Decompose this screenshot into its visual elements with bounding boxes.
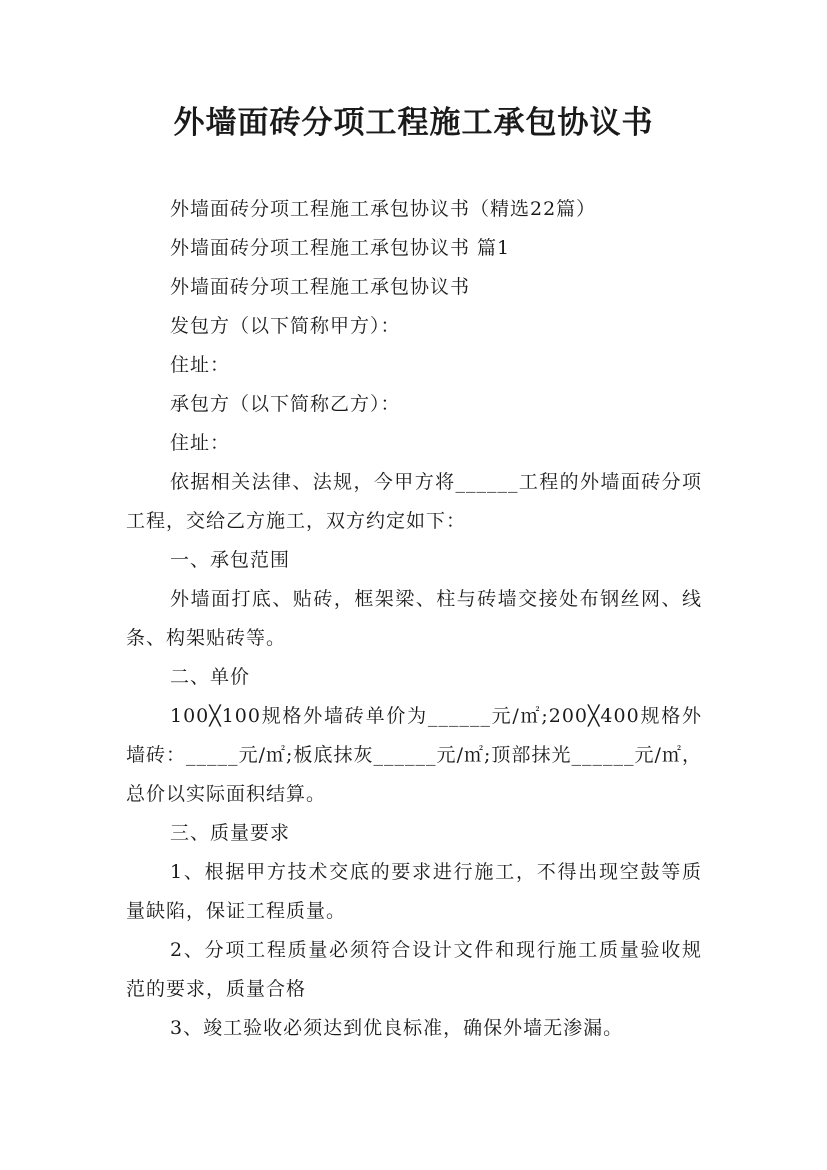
paragraph-party-a-address: 住址： — [170, 354, 231, 376]
paragraph-party-b-address: 住址： — [170, 432, 231, 454]
document-body — [126, 190, 702, 1048]
paragraph-party-a: 发包方（以下简称甲方）： — [170, 315, 401, 337]
paragraph-preamble: 依据相关法律、法规，今甲方将______工程的外墙面砖分项工程，交给乙方施工，双方约定如下： — [126, 471, 702, 532]
paragraph-agreement-title: 外墙面砖分项工程施工承包协议书 — [170, 276, 471, 298]
paragraph-section-heading: 外墙面砖分项工程施工承包协议书 篇1 — [170, 237, 511, 259]
document-title: 外墙面砖分项工程施工承包协议书 — [173, 105, 654, 141]
paragraph-price: 100╳100规格外墙砖单价为______元/㎡;200╳400规格外墙砖：_____元/㎡;板底抹灰______元/㎡;顶部抹光______元/㎡，总价以实际面积结算。 — [126, 705, 702, 805]
paragraph-quality-3: 3、竣工验收必须达到优良标准，确保外墙无渗漏。 — [170, 1017, 624, 1039]
paragraph-heading-quality: 三、质量要求 — [170, 822, 291, 844]
paragraph-heading-price: 二、单价 — [170, 666, 251, 688]
paragraph-summary-title: 外墙面砖分项工程施工承包协议书（精选22篇） — [170, 198, 597, 220]
paragraph-scope: 外墙面打底、贴砖，框架梁、柱与砖墙交接处布钢丝网、线条、构架贴砖等。 — [126, 588, 702, 649]
paragraph-quality-1: 1、根据甲方技术交底的要求进行施工，不得出现空鼓等质量缺陷，保证工程质量。 — [126, 861, 702, 922]
paragraph-quality-2: 2、分项工程质量必须符合设计文件和现行施工质量验收规范的要求，质量合格 — [126, 939, 702, 1000]
paragraph-party-b: 承包方（以下简称乙方）： — [170, 393, 401, 415]
paragraph-heading-scope: 一、承包范围 — [170, 549, 291, 571]
